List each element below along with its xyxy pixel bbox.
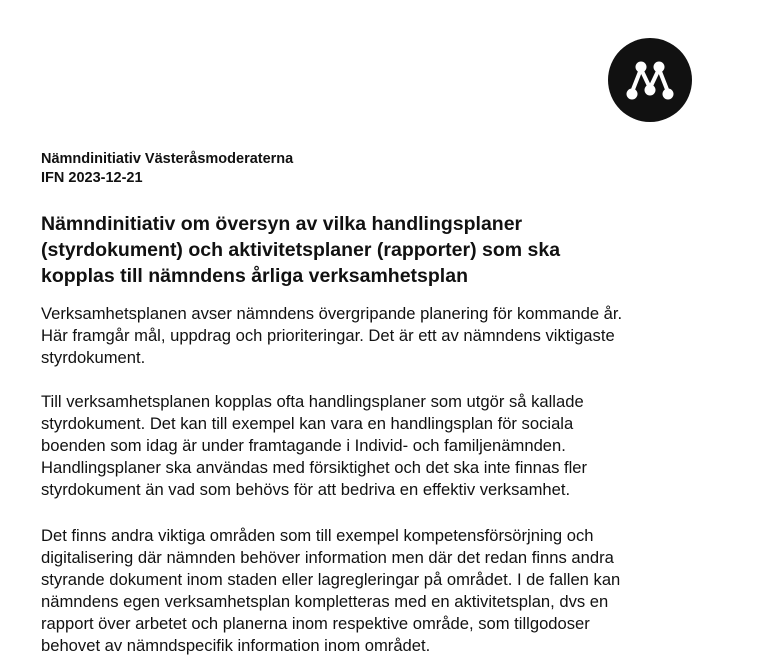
moderaterna-m-icon (608, 38, 692, 122)
paragraph-line: Till verksamhetsplanen kopplas ofta handlingsplaner som utgör så kallade (41, 392, 584, 411)
document-title (41, 211, 641, 289)
title-line: (styrdokument) och aktivitetsplaner (rapporter) som ska (41, 239, 561, 261)
paragraph-3 (41, 525, 741, 657)
paragraph-1 (41, 303, 741, 369)
paragraph-line: behovet av nämndspecifik information inom området. (41, 636, 431, 655)
title-line: Nämndinitiativ om översyn av vilka handlingsplaner (41, 213, 523, 235)
paragraph-line: styrdokument. (41, 348, 146, 367)
paragraph-line: rapport över arbetet och planerna inom respektive område, som tillgodoser (41, 614, 590, 633)
moderaterna-logo (608, 38, 692, 122)
title-line: kopplas till nämndens årliga verksamhetsplan (41, 265, 468, 287)
paragraph-line: nämndens egen verksamhetsplan kompletteras med en aktivitetsplan, dvs en (41, 592, 609, 611)
paragraph-line: Det finns andra viktiga områden som till exempel kompetensförsörjning och (41, 526, 594, 545)
initiative-date: IFN 2023-12-21 (41, 170, 143, 186)
document-header (41, 150, 293, 188)
paragraph-line: Här framgår mål, uppdrag och prioriteringar. Det är ett av nämndens viktigaste (41, 326, 615, 345)
paragraph-line: boenden som idag är under framtagande i Individ- och familjenämnden. (41, 436, 566, 455)
paragraph-line: digitalisering där nämnden behöver information men där det redan finns andra (41, 548, 614, 567)
paragraph-line: Handlingsplaner ska användas med försiktighet och det ska inte finnas fler (41, 458, 588, 477)
paragraph-line: Verksamhetsplanen avser nämndens övergripande planering för kommande år. (41, 304, 623, 323)
paragraph-line: styrdokument. Det kan till exempel kan vara en handlingsplan för sociala (41, 414, 574, 433)
paragraph-2 (41, 391, 741, 501)
paragraph-line: styrdokument än vad som behövs för att bedriva en effektiv verksamhet. (41, 480, 571, 499)
initiative-author: Nämndinitiativ Västeråsmoderaterna (41, 151, 294, 167)
paragraph-line: styrande dokument inom staden eller lagregleringar på området. I de fallen kan (41, 570, 621, 589)
